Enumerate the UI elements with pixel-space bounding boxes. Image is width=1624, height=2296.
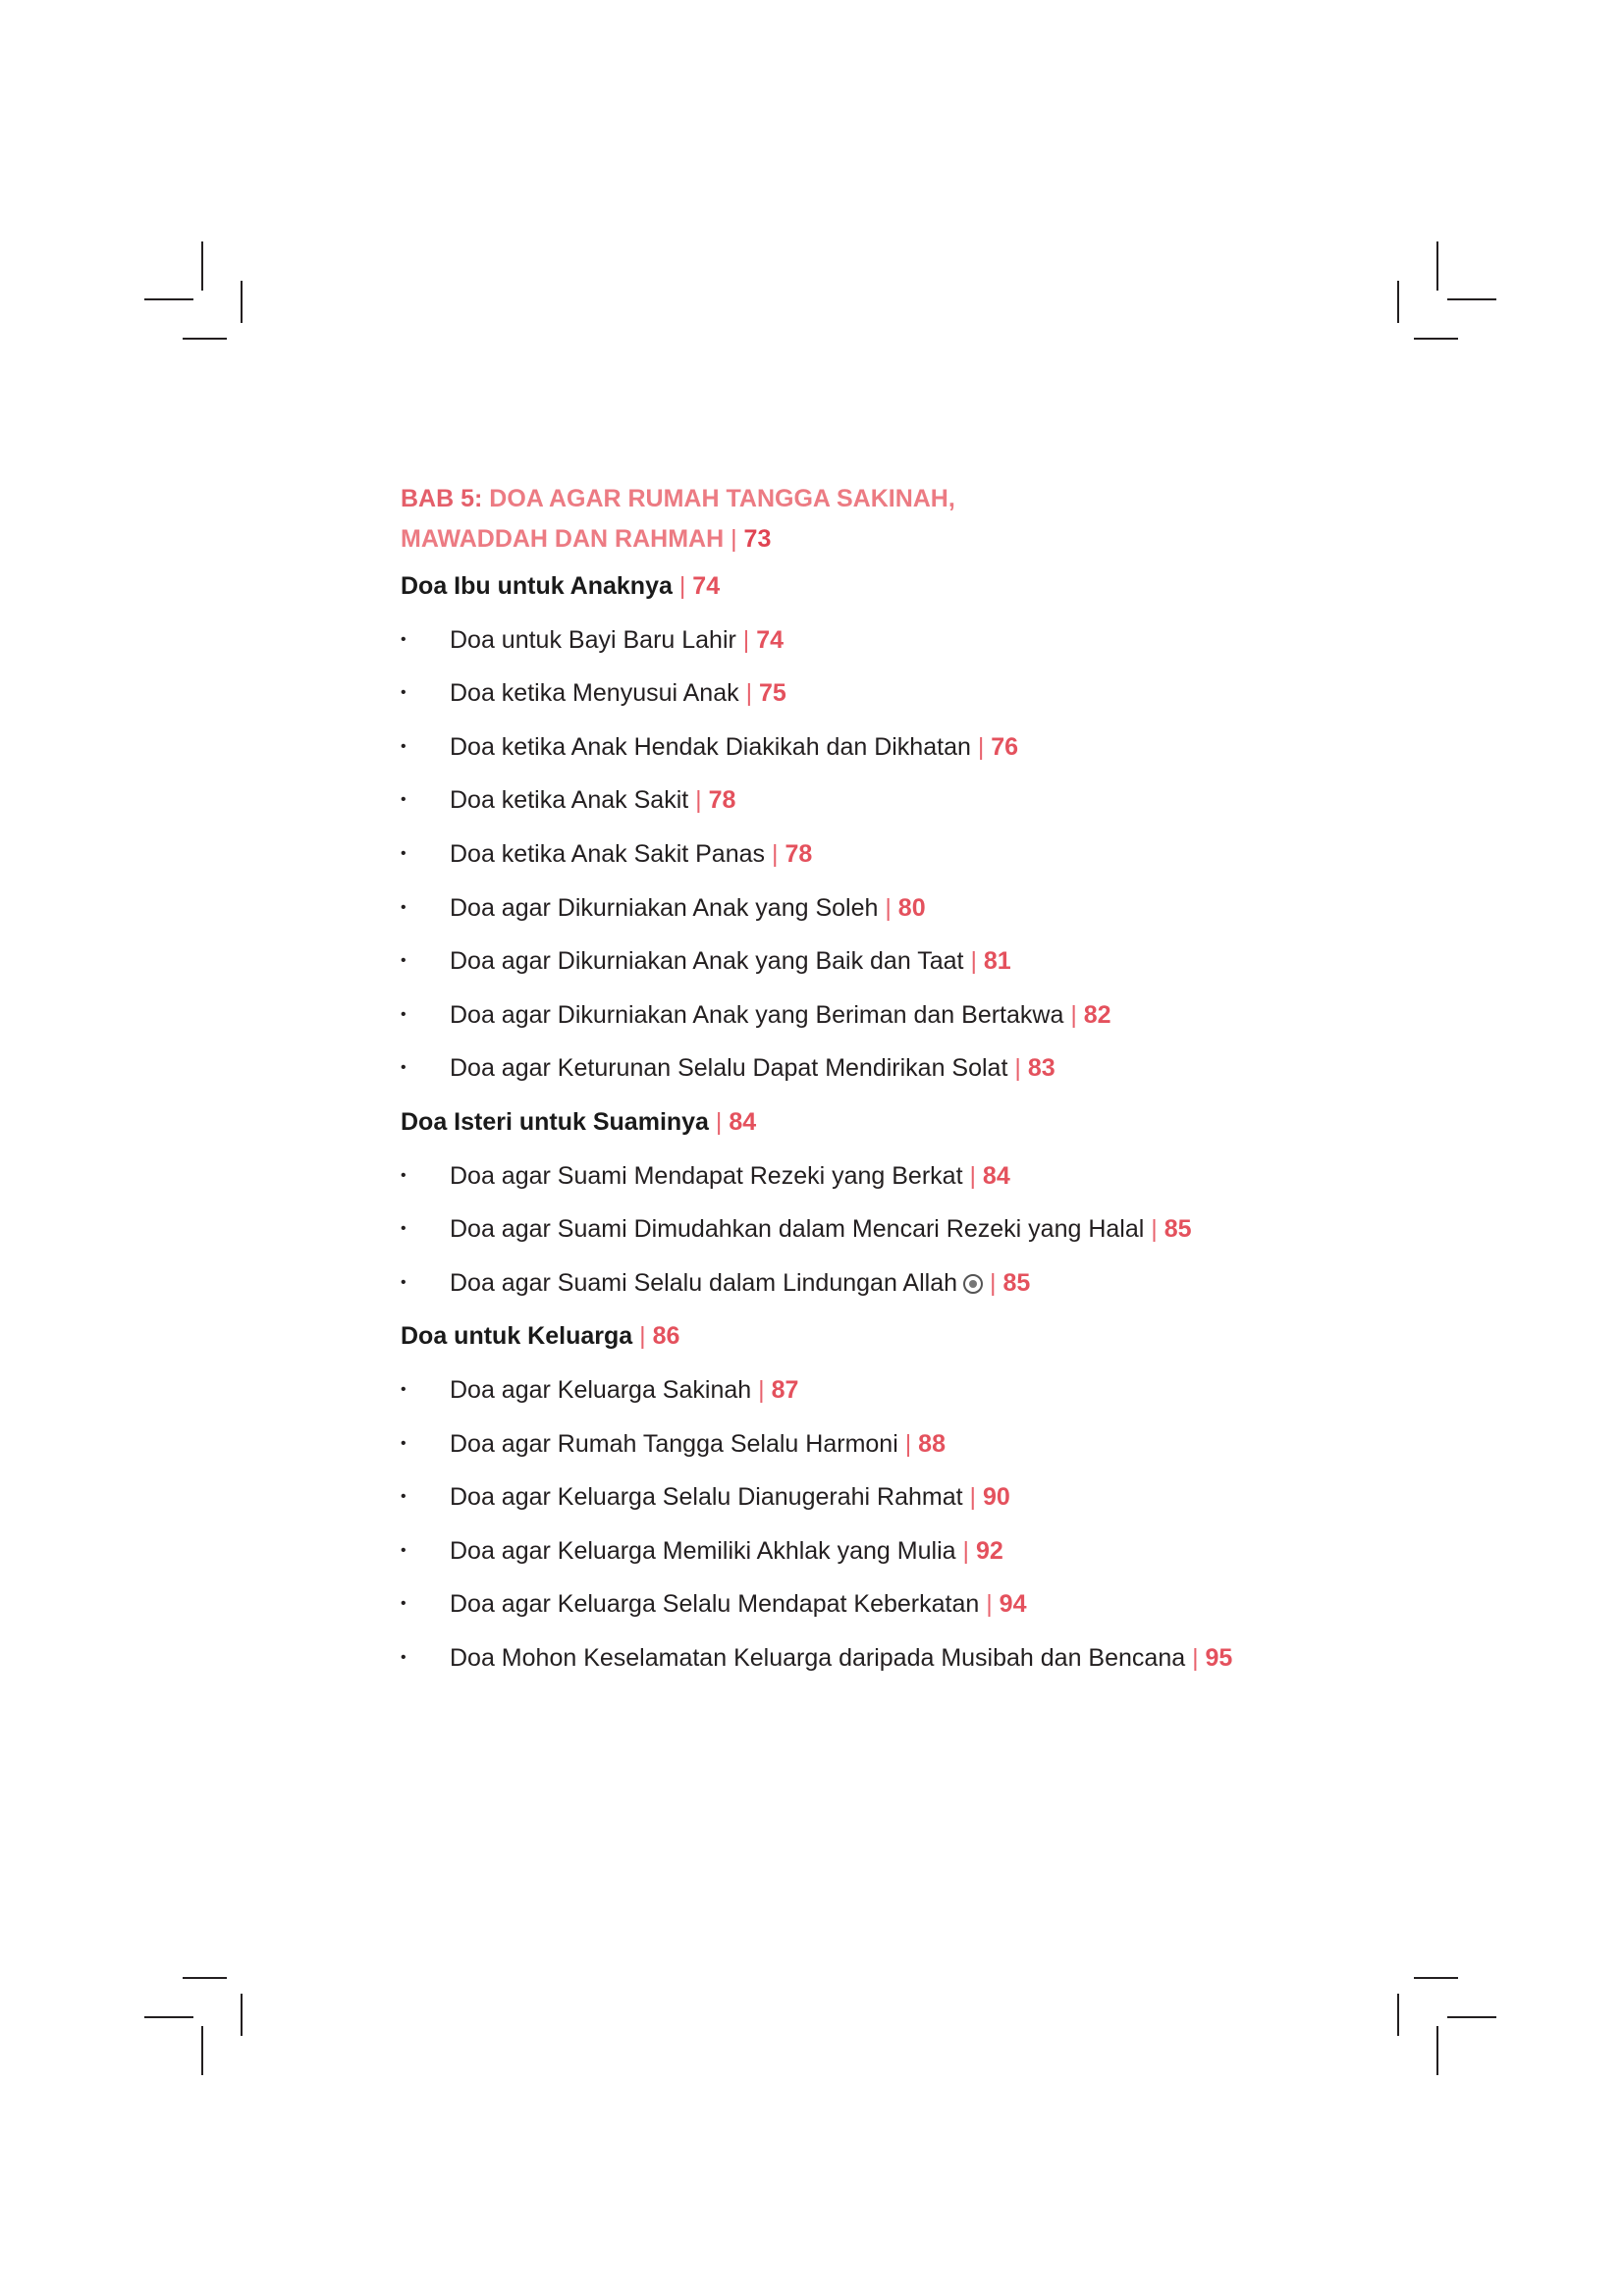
page-separator: |: [758, 1375, 765, 1404]
page-separator: |: [742, 625, 750, 654]
toc-entry[interactable]: [401, 988, 1382, 1042]
entry-page-number: 81: [983, 947, 1011, 976]
entry-page-number: 85: [1164, 1215, 1192, 1244]
entry-title: Doa agar Keluarga Sakinah: [450, 1375, 752, 1404]
entry-page-number: 78: [708, 786, 736, 815]
entry-page-number: 94: [999, 1590, 1027, 1619]
section-title: Doa Ibu untuk Anaknya: [401, 572, 673, 600]
toc-entry[interactable]: [401, 1041, 1382, 1095]
chapter-heading-line1: [401, 479, 1382, 519]
entry-page-number: 88: [918, 1429, 946, 1458]
section-heading[interactable]: [401, 1309, 1382, 1363]
page-separator: |: [1070, 1000, 1077, 1029]
crop-mark: [1436, 241, 1438, 291]
toc-entry[interactable]: [401, 828, 1382, 881]
entry-page-number: 80: [897, 893, 926, 922]
bullet-icon: •: [401, 684, 406, 702]
bullet-icon: •: [401, 791, 406, 809]
chapter-label: BAB 5:: [401, 485, 483, 512]
entry-title: Doa agar Keluarga Selalu Dianugerahi Rahmat: [450, 1483, 963, 1512]
entry-title: Doa Mohon Keselamatan Keluarga daripada Musibah dan Bencana: [450, 1643, 1186, 1672]
page-separator: |: [989, 1268, 997, 1297]
crop-mark: [1414, 1977, 1458, 1979]
entry-title: Doa agar Keturunan Selalu Dapat Mendirikan Solat: [450, 1054, 1008, 1083]
toc-entry[interactable]: [401, 1470, 1382, 1524]
entry-title: Doa ketika Anak Sakit Panas: [450, 839, 766, 868]
section-title: Doa Isteri untuk Suaminya: [401, 1107, 709, 1136]
section-page-number: 84: [729, 1107, 757, 1136]
crop-mark: [1397, 1994, 1399, 2036]
entry-page-number: 83: [1027, 1054, 1056, 1083]
section-heading[interactable]: [401, 1095, 1382, 1149]
entry-page-number: 74: [756, 625, 785, 654]
page-separator: |: [731, 525, 737, 553]
crop-mark: [1447, 298, 1496, 300]
bullet-icon: •: [401, 1648, 406, 1666]
crop-mark: [1447, 2016, 1496, 2018]
toc-entry[interactable]: [401, 1256, 1382, 1310]
page-separator: |: [715, 1107, 723, 1136]
entry-page-number: 78: [785, 839, 813, 868]
entry-title: Doa agar Rumah Tangga Selalu Harmoni: [450, 1429, 898, 1458]
page-separator: |: [969, 1483, 976, 1512]
entry-title: Doa ketika Anak Sakit: [450, 786, 689, 815]
entry-list: [401, 1149, 1382, 1310]
page-separator: |: [885, 893, 892, 922]
entry-page-number: 82: [1083, 1000, 1111, 1029]
page-separator: |: [639, 1322, 646, 1351]
bullet-icon: •: [401, 1273, 406, 1291]
section-page-number: 74: [692, 572, 721, 600]
entry-title: Doa agar Keluarga Memiliki Akhlak yang Mulia: [450, 1536, 956, 1565]
entry-title: Doa agar Suami Dimudahkan dalam Mencari Rezeki yang Halal: [450, 1215, 1145, 1244]
entry-title: Doa agar Dikurniakan Anak yang Beriman dan Bertakwa: [450, 1000, 1064, 1029]
chapter-page-number: 73: [743, 525, 772, 553]
bullet-icon: •: [401, 1488, 406, 1506]
bullet-icon: •: [401, 1541, 406, 1559]
toc-entry[interactable]: [401, 1417, 1382, 1471]
toc-entry[interactable]: [401, 1149, 1382, 1203]
crop-mark: [144, 298, 193, 300]
crop-mark: [201, 241, 203, 291]
toc-entry[interactable]: [401, 934, 1382, 988]
bullet-icon: •: [401, 1595, 406, 1613]
entry-page-number: 87: [771, 1375, 799, 1404]
section-list: [401, 560, 1382, 1684]
page-separator: |: [970, 947, 977, 976]
chapter-title-line2: MAWADDAH DAN RAHMAH: [401, 525, 725, 553]
entry-page-number: 85: [1002, 1268, 1031, 1297]
bullet-icon: •: [401, 1005, 406, 1023]
toc-entry[interactable]: [401, 1524, 1382, 1578]
entry-title: Doa agar Suami Selalu dalam Lindungan Allah: [450, 1268, 958, 1297]
entry-title: Doa agar Dikurniakan Anak yang Soleh: [450, 893, 879, 922]
page-separator: |: [1192, 1643, 1199, 1672]
crop-mark: [183, 338, 227, 340]
bullet-icon: •: [401, 844, 406, 862]
bullet-icon: •: [401, 1059, 406, 1077]
entry-page-number: 90: [982, 1483, 1010, 1512]
toc-entry[interactable]: [401, 881, 1382, 935]
bullet-icon: •: [401, 1380, 406, 1398]
toc-entry[interactable]: [401, 1202, 1382, 1256]
bullet-icon: •: [401, 630, 406, 648]
bullet-icon: •: [401, 1434, 406, 1452]
crop-mark: [241, 281, 243, 323]
toc-entry[interactable]: [401, 1631, 1382, 1685]
bullet-icon: •: [401, 1166, 406, 1184]
bullet-icon: •: [401, 1220, 406, 1238]
entry-page-number: 95: [1205, 1643, 1233, 1672]
section-title: Doa untuk Keluarga: [401, 1322, 633, 1351]
crop-mark: [241, 1994, 243, 2036]
toc-entry[interactable]: [401, 667, 1382, 721]
crop-mark: [183, 1977, 227, 1979]
chapter-title-line1: DOA AGAR RUMAH TANGGA SAKINAH,: [489, 485, 955, 512]
toc-entry[interactable]: [401, 721, 1382, 774]
bullet-icon: •: [401, 737, 406, 755]
crop-mark: [1436, 2026, 1438, 2075]
chapter-heading[interactable]: [401, 479, 1382, 560]
page-separator: |: [986, 1590, 993, 1619]
toc-entry[interactable]: [401, 1363, 1382, 1417]
entry-title: Doa untuk Bayi Baru Lahir: [450, 625, 736, 654]
crop-mark: [201, 2026, 203, 2075]
crop-mark: [1397, 281, 1399, 323]
page-separator: |: [904, 1429, 912, 1458]
section-page-number: 86: [652, 1322, 680, 1351]
entry-page-number: 76: [991, 732, 1019, 761]
entry-title: Doa ketika Anak Hendak Diakikah dan Dikhatan: [450, 732, 971, 761]
entry-page-number: 84: [982, 1161, 1010, 1190]
entry-title: Doa agar Suami Mendapat Rezeki yang Berkat: [450, 1161, 963, 1190]
allah-honorific-icon: [963, 1274, 983, 1294]
page-separator: |: [771, 839, 779, 868]
entry-list: [401, 614, 1382, 1095]
toc-entry[interactable]: [401, 614, 1382, 667]
toc-entry[interactable]: [401, 1577, 1382, 1631]
page-separator: |: [1014, 1054, 1021, 1083]
entry-list: [401, 1363, 1382, 1685]
page-separator: |: [695, 786, 702, 815]
page-separator: |: [969, 1161, 976, 1190]
section-heading[interactable]: [401, 560, 1382, 614]
page-separator: |: [678, 572, 686, 600]
crop-mark: [1414, 338, 1458, 340]
page-separator: |: [1151, 1215, 1158, 1244]
entry-title: Doa agar Keluarga Selalu Mendapat Keberkatan: [450, 1590, 980, 1619]
page-separator: |: [977, 732, 985, 761]
entry-title: Doa ketika Menyusui Anak: [450, 679, 739, 708]
page-separator: |: [962, 1536, 969, 1565]
page-separator: |: [745, 679, 753, 708]
entry-page-number: 75: [759, 679, 786, 708]
table-of-contents: [401, 479, 1382, 1684]
toc-entry[interactable]: [401, 774, 1382, 828]
bullet-icon: •: [401, 952, 406, 970]
crop-mark: [144, 2016, 193, 2018]
chapter-heading-line2: [401, 519, 1382, 560]
bullet-icon: •: [401, 898, 406, 916]
entry-title: Doa agar Dikurniakan Anak yang Baik dan Taat: [450, 947, 964, 976]
entry-page-number: 92: [975, 1536, 1003, 1565]
